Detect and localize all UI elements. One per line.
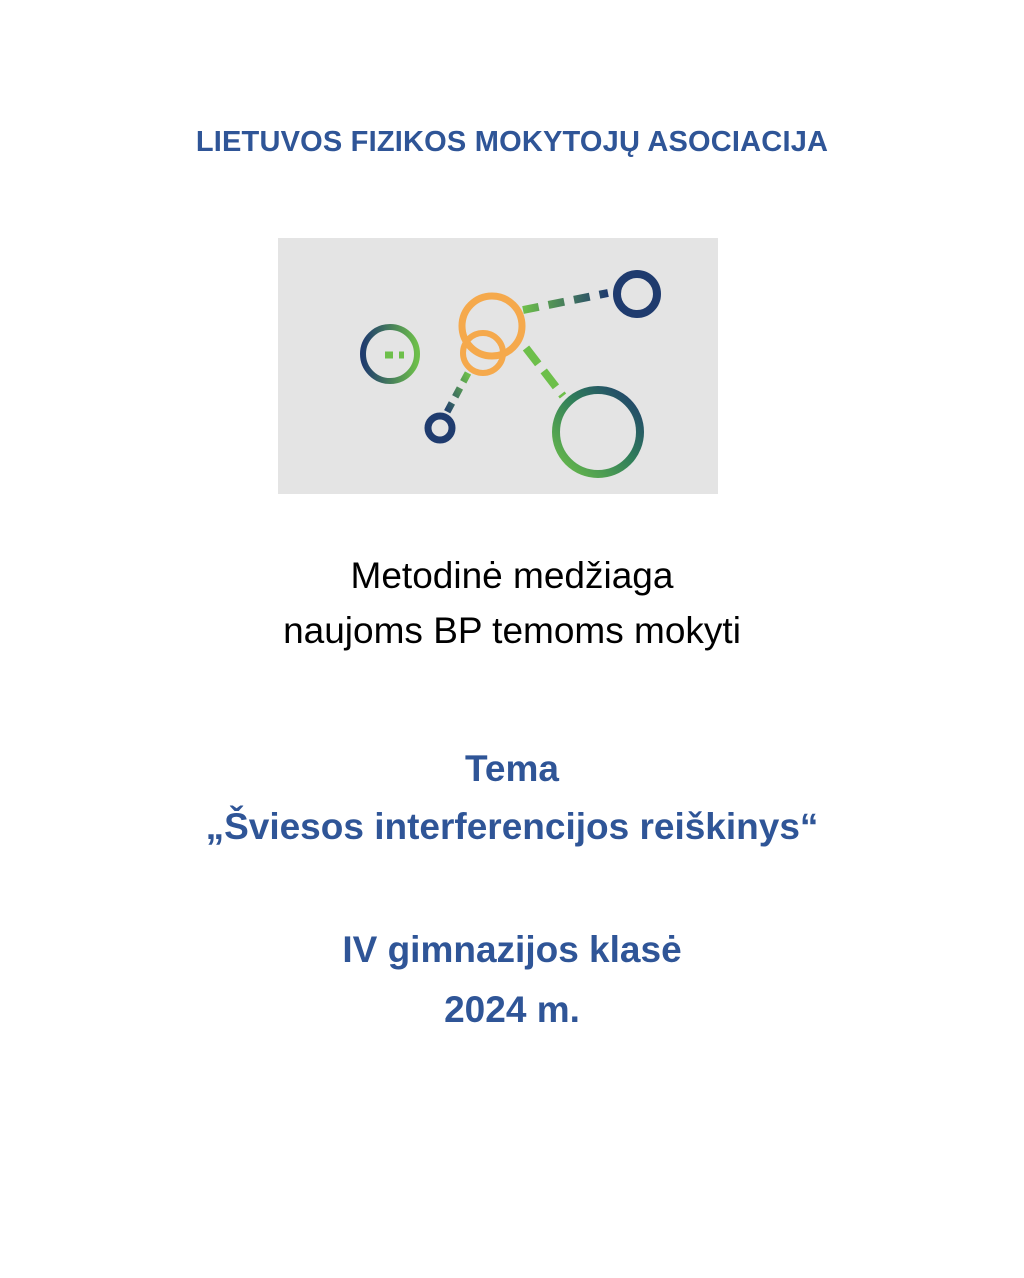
association-logo [278, 238, 718, 494]
year: 2024 m. [444, 989, 580, 1030]
topic-block [0, 740, 1024, 856]
topic-label: Tema [465, 748, 559, 789]
subtitle-line: naujoms BP temoms mokyti [283, 610, 741, 651]
molecule-network-icon [278, 238, 718, 494]
topic-title: „Šviesos interferencijos reiškinys“ [205, 806, 819, 847]
organization-title: LIETUVOS FIZIKOS MOKYTOJŲ ASOCIACIJA [195, 126, 829, 158]
subtitle-line: Metodinė medžiaga [350, 555, 674, 596]
grade-level: IV gimnazijos klasė [342, 929, 682, 970]
document-subtitle [0, 548, 1024, 658]
grade-block [0, 920, 1024, 1040]
